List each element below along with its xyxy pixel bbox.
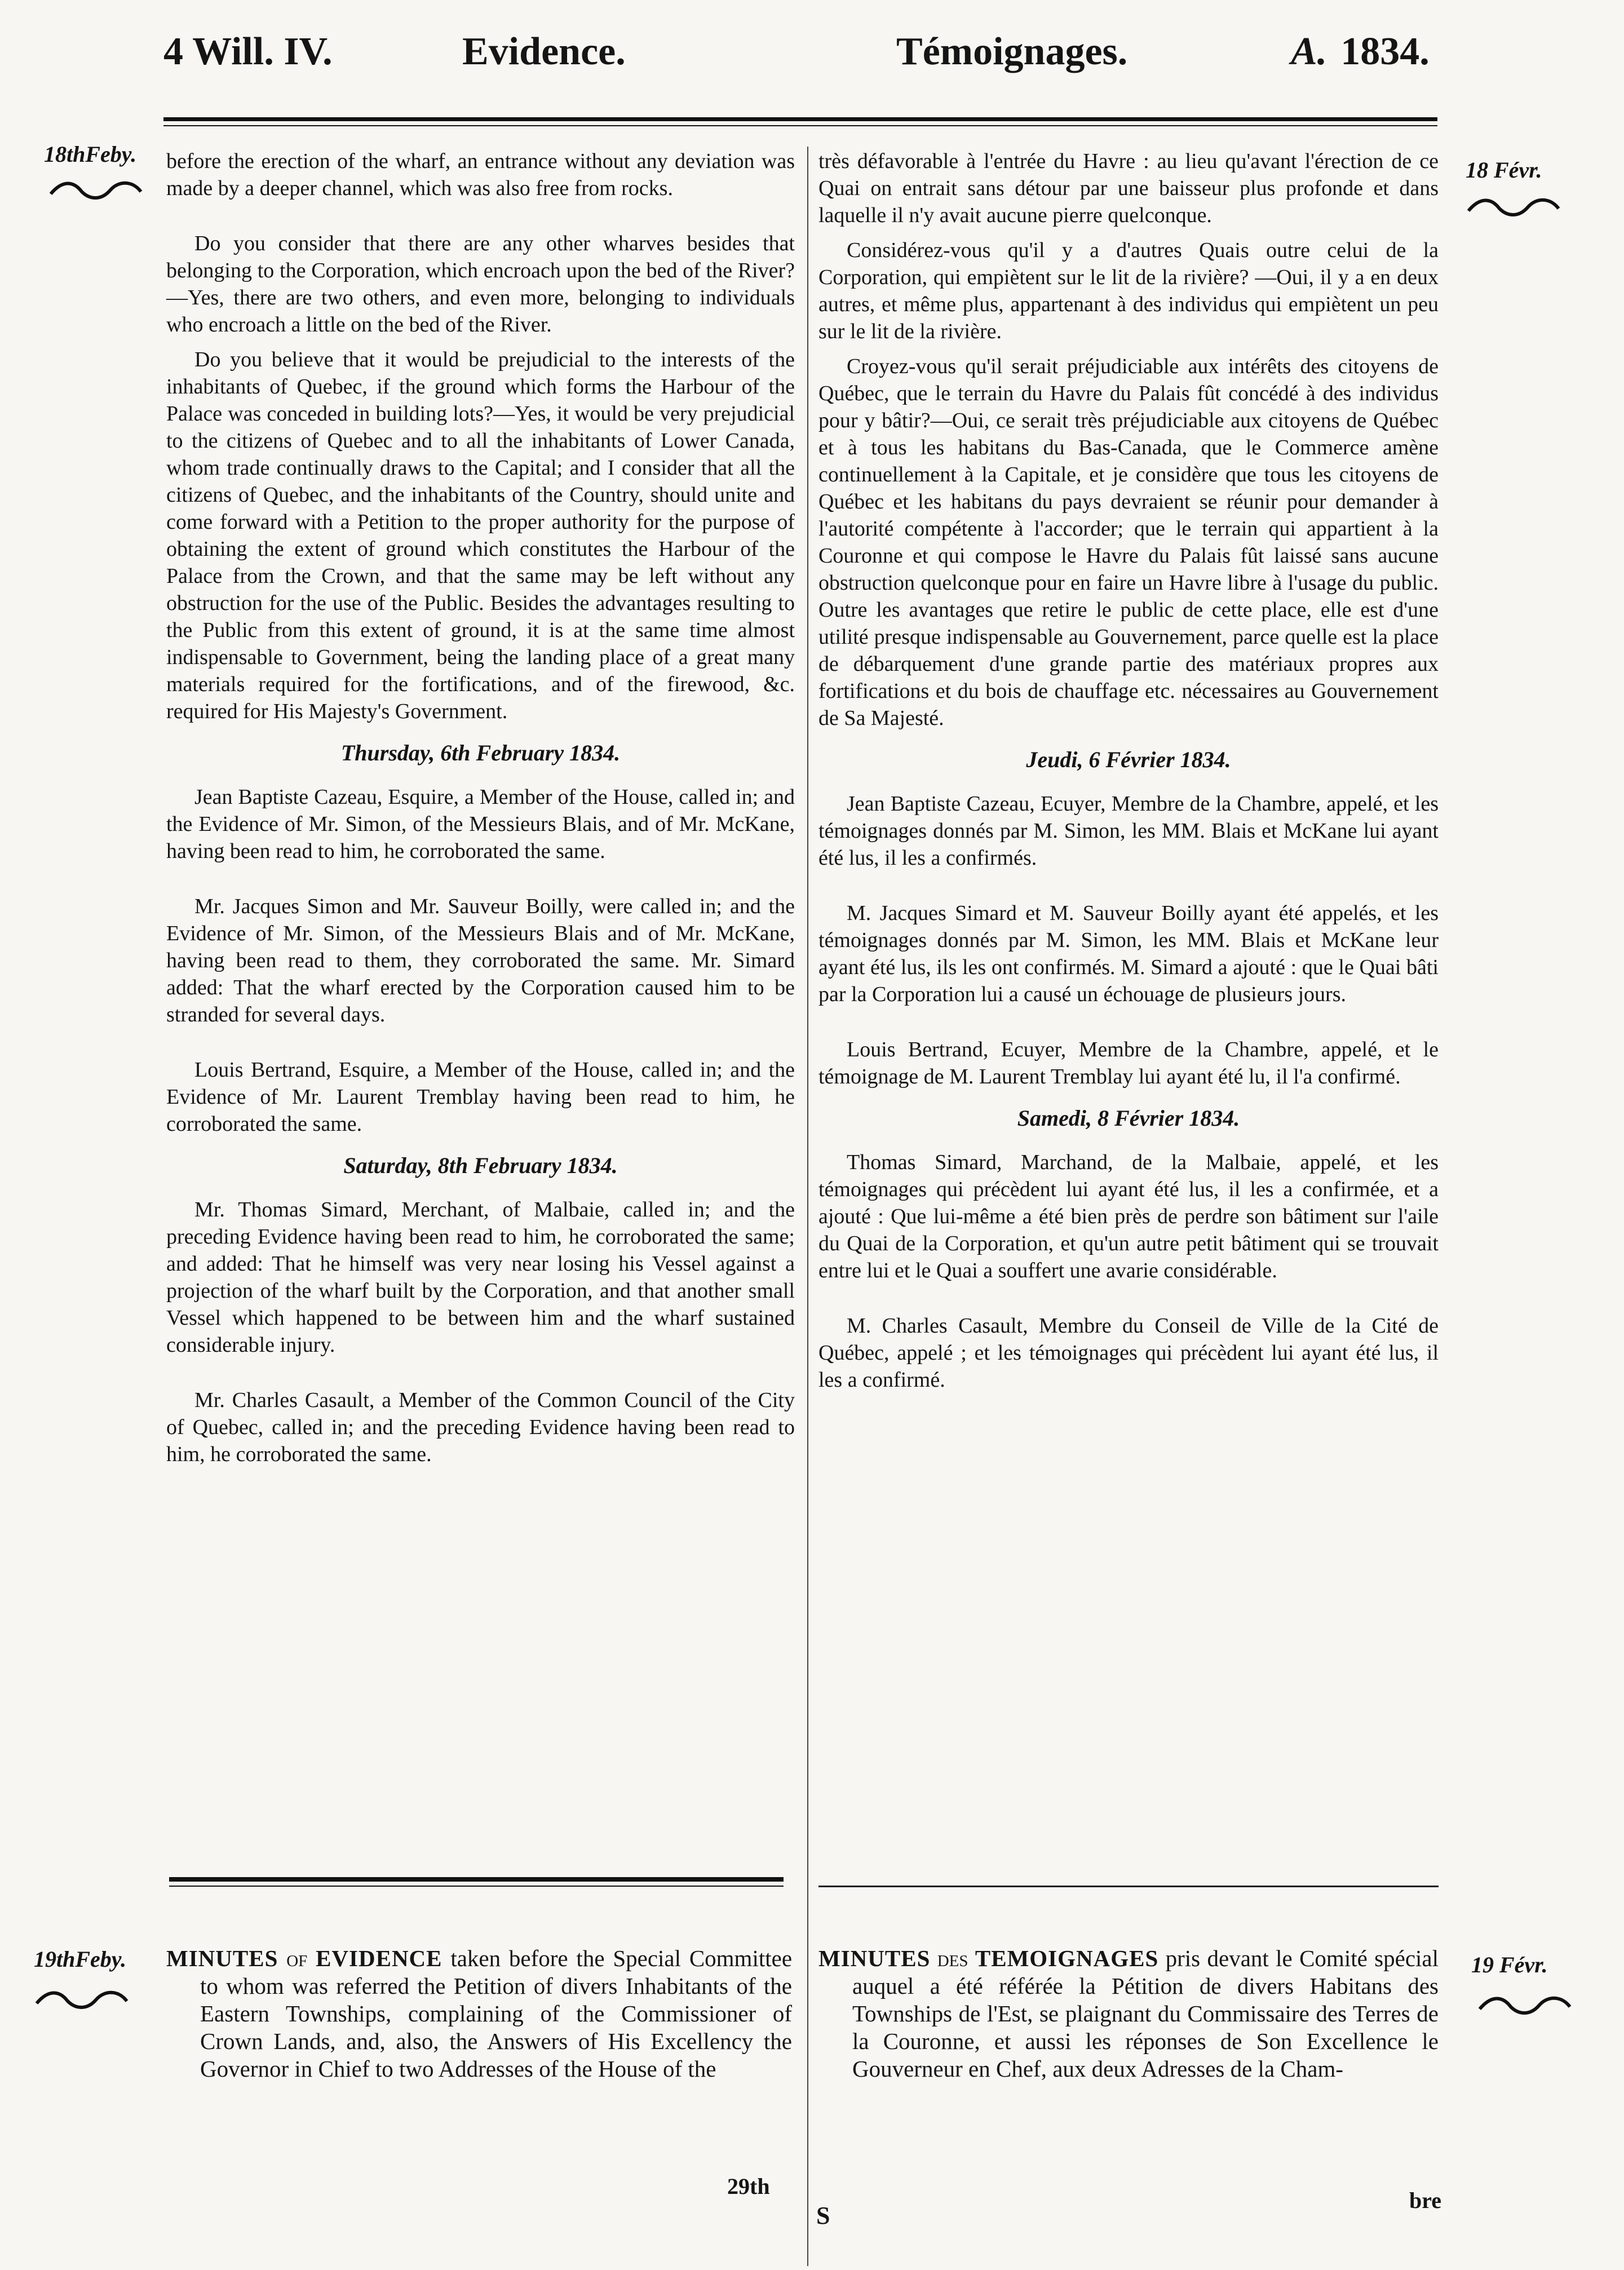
- paragraph: Jean Baptiste Cazeau, Esquire, a Member of the House, called in; and the Evidence of Mr. Simon, of the Messieurs Blais, and of Mr. McKane, having been read to him, he corroborated the same.: [166, 785, 795, 863]
- minutes-lead-2: TEMOIGNAGES: [975, 1945, 1159, 1971]
- paragraph: Mr. Jacques Simon and Mr. Sauveur Boilly, were called in; and the Evidence of Mr. Simon, of the Messieurs Blais and of Mr. McKane, having been read to them, they corroborated the same. Mr. Simard added: That the wharf erected by the Corporation caused him to be stranded for several days.: [166, 895, 795, 1026]
- english-column: [166, 148, 795, 1476]
- flourish-ornament: [48, 175, 144, 202]
- minutes-rest: taken before the Special Committee to whom was referred the Petition of divers Inhabitants of the Eastern Townships, complaining of the Commissioner of Crown Lands, and, also, the Answers of His Excellency the Governor in Chief to two Addresses of the House of the: [200, 1945, 793, 2082]
- minutes-heading-english: [166, 1945, 792, 2083]
- session-date: Jeudi, 6 Février 1834.: [1026, 747, 1231, 772]
- header-title-english: Evidence.: [462, 30, 626, 73]
- flourish-ornament: [1477, 1990, 1573, 2017]
- header-title-french: Témoignages.: [896, 30, 1128, 73]
- minutes-lead: MINUTES: [166, 1945, 278, 1971]
- minutes-lead: MINUTES: [818, 1945, 931, 1971]
- paragraph: before the erection of the wharf, an entrance without any deviation was made by a deeper channel, which was also free from rocks.: [166, 149, 795, 200]
- paragraph: Do you believe that it would be prejudicial to the interests of the inhabitants of Quebec, if the ground which forms the Harbour of the Palace was conceded in building lots?—Yes, it would be very prejudicial to the citizens of Quebec and to all the inhabitants of Lower Canada, whom trade continually draws to the Capital; and I consider that all the citizens of Quebec, and the inhabitants of the Country, should unite and come forward with a Petition to the proper authority for the purpose of obtaining the extent of ground which constitutes the Harbour of the Palace from the Crown, and that the same may be left without any obstruction for the use of the Public. Besides the advantages resulting to the Public from this extent of ground, it is at the same time almost indispensable to Government, being the landing place of a great many materials required for the fortifications, and of the firewood, &c. required for His Majesty's Government.: [166, 348, 795, 723]
- column-divider: [807, 147, 808, 2266]
- flourish-ornament: [1466, 192, 1561, 219]
- section-rule: [818, 1886, 1439, 1887]
- section-rule-thin: [169, 1886, 784, 1887]
- margin-date-french-18: 18 Févr.: [1466, 157, 1542, 183]
- year-letter: A.: [1291, 30, 1327, 73]
- paragraph: Mr. Charles Casault, a Member of the Common Council of the City of Quebec, called in; and the preceding Evidence having been read to him, he corroborated the same.: [166, 1388, 795, 1466]
- header-year: [1291, 29, 1430, 74]
- margin-date-english-18: 18thFeby.: [44, 141, 137, 167]
- year-number: 1834.: [1340, 30, 1430, 73]
- minutes-text: [818, 1945, 1439, 2083]
- paragraph: très défavorable à l'entrée du Havre : au lieu qu'avant l'érection de ce Quai on entrait sans détour par une baisseur plus profonde et dans laquelle il n'y avait aucune pierre quelconque.: [818, 149, 1439, 227]
- paragraph: M. Jacques Simard et M. Sauveur Boilly ayant été appelés, et les témoignages donnés par M. Simon, les MM. Blais et McKane leur ayant été lus, ils les ont confirmés. M. Simard a ajouté : que le Quai bâti par la Corporation lui a causé un échouage de plusieurs jours.: [818, 901, 1439, 1006]
- paragraph: Do you consider that there are any other wharves besides that belonging to the Corporation, which encroach upon the bed of the River?—Yes, there are two others, and even more, belonging to individuals who encroach a little on the bed of the River.: [166, 232, 795, 337]
- minutes-rest: pris devant le Comité spécial auquel a été référée la Pétition de divers Habitans des Townships de l'Est, se plaignant du Commissaire des Terres de la Couronne, et aussi les réponses de Son Excellence le Gouverneur en Chef, aux deux Adresses de la Cham-: [852, 1945, 1439, 2082]
- catchword-french: bre: [1409, 2188, 1442, 2213]
- header-rule-thick: [163, 117, 1437, 121]
- paragraph: Jean Baptiste Cazeau, Ecuyer, Membre de la Chambre, appelé, et les témoignages donnés par M. Simon, les MM. Blais et McKane lui ayant été lus, il les a confirmés.: [818, 792, 1439, 870]
- margin-date-english-19: 19thFeby.: [34, 1946, 127, 1972]
- section-rule-thick: [169, 1877, 784, 1882]
- running-header: [0, 29, 1624, 91]
- session-date: Thursday, 6th February 1834.: [340, 740, 621, 765]
- catchword-english: 29th: [727, 2174, 770, 2199]
- minutes-heading-french: [818, 1945, 1439, 2083]
- paragraph: Croyez-vous qu'il serait préjudiciable aux intérêts des citoyens de Québec, que le terrain du Havre du Palais fût concédé à des individus pour y bâtir?—Oui, ce serait très préjudiciable aux citoyens de Québec et à tous les habitans du Bas-Canada, que le Commerce amène continuellement à la Capitale, et je considère que tous les citoyens de Québec et les habitans du pays devraient se réunir pour demander à l'autorité compétente à l'accorder; que le terrain qui appartient à la Couronne et qui compose le Havre du Palais fût laissé sans aucune obstruction quelconque pour en faire un Havre libre à l'usage du public. Outre les avantages que retire le public de cette place, elle est d'une utilité presque indispensable au Gouvernement, parce quelle est la place de débarquement d'une grande partie des matériaux propres aux fortifications et du bois de chauffage etc. nécessaires au Gouvernement de Sa Majesté.: [818, 355, 1439, 730]
- paragraph: M. Charles Casault, Membre du Conseil de Ville de la Cité de Québec, appelé ; et les témoignages qui précèdent lui ayant été lus, il les a confirmé.: [818, 1314, 1439, 1392]
- margin-date-french-19: 19 Févr.: [1471, 1952, 1548, 1977]
- session-label: 4 Will. IV.: [163, 30, 333, 73]
- minutes-of: of: [286, 1945, 308, 1971]
- paragraph: Louis Bertrand, Esquire, a Member of the House, called in; and the Evidence of Mr. Laurent Tremblay having been read to him, he corroborated the same.: [166, 1058, 795, 1136]
- session-date: Samedi, 8 Février 1834.: [1017, 1105, 1240, 1131]
- session-date: Saturday, 8th February 1834.: [343, 1153, 618, 1178]
- paragraph: Thomas Simard, Marchand, de la Malbaie, appelé, et les témoignages qui précèdent lui ayant été lus, il les a confirmée, et a ajouté : Que lui-même a été bien près de perdre son bâtiment sur l'aile du Quai de la Corporation, et qu'un autre petit bâtiment qui se trouvait entre lui et le Quai a souffert une avarie considérable.: [818, 1151, 1439, 1282]
- french-column: [818, 148, 1439, 1401]
- paragraph: Louis Bertrand, Ecuyer, Membre de la Chambre, appelé, et le témoignage de M. Laurent Tremblay lui ayant été lu, il l'a confirmé.: [818, 1038, 1439, 1088]
- minutes-lead-2: EVIDENCE: [316, 1945, 442, 1971]
- minutes-des: des: [937, 1945, 968, 1971]
- signature-mark: S: [816, 2202, 830, 2229]
- minutes-text: [166, 1945, 792, 2083]
- flourish-ornament: [34, 1984, 130, 2011]
- header-rule-thin: [163, 125, 1437, 126]
- paragraph: Considérez-vous qu'il y a d'autres Quais outre celui de la Corporation, qui empiètent sur le lit de la rivière? —Oui, il y a en deux autres, et même plus, appartenant à des individus qui empiètent un peu sur le lit de la rivière.: [818, 238, 1439, 343]
- paragraph: Mr. Thomas Simard, Merchant, of Malbaie, called in; and the preceding Evidence having been read to him, he corroborated the same; and added: That he himself was very near losing his Vessel against a projection of the wharf built by the Corporation, and that another small Vessel which happened to be between him and the wharf sustained considerable injury.: [166, 1198, 795, 1357]
